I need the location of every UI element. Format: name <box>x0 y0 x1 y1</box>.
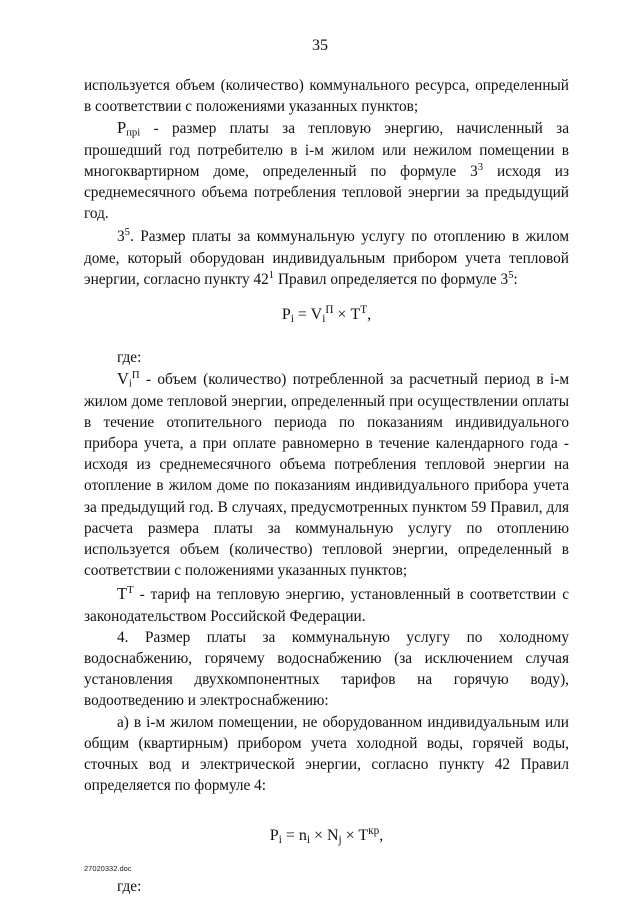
formula-ref-sup: 3 <box>477 160 484 173</box>
paragraph-t-def: $T^Т$ - тариф на тепловую энергию, установленный в соответствии с законодательством Российской Федерации. <box>84 584 569 625</box>
paragraph-4: 4. Размер платы за коммунальную услугу по холодному водоснабжению, горячему водоснабжению (за исключением случая установления двухкомпонентных тарифов на горячую воду), водоотведению и электроснабжению: <box>84 628 569 710</box>
document-body <box>84 75 569 897</box>
file-name-footer: 27020332.doc <box>84 864 132 873</box>
clause-number: 3 <box>117 228 125 246</box>
where-label: где: <box>117 349 142 367</box>
formula-4: $P_i = n_i \times N_j \times T^{кр}$, <box>269 824 384 846</box>
paragraph-v-def: $V_i^П$ - объем (количество) потребленной за расчетный период в i-м жилом доме тепловой энергии, определенный при осуществлении оплаты в течение отопительного периода по показаниям индивидуального прибора учета, а при оплате равномерно в течение календарного года - исходя из среднемесячного объема потребления тепловой энергии на отопление в жилом доме по показаниям индивидуального прибора учета за предыдущий год. В случаях, предусмотренных пунктом 59 Правил, для расчета размера платы за коммунальную услугу по отоплению используется объем (количество) тепловой энергии, определенный в соответствии с положениями указанных пунктов; <box>84 369 569 580</box>
where-label-2: где: <box>117 877 142 895</box>
symbol-t: T <box>117 584 128 604</box>
symbol-sub: прi <box>126 127 141 140</box>
symbol-v: V <box>117 369 129 389</box>
page-number: 35 <box>312 37 328 54</box>
paragraph-4a: а) в i-м жилом помещении, не оборудованном индивидуальным или общим (квартирным) прибором учета холодной воды, горячей воды, сточных вод и электрической энергии, согласно пункту 42 Правил определяется по формуле 4: <box>84 713 569 795</box>
paragraph-3-5: $3^5$. Размер платы за коммунальную услугу по отоплению в жилом доме, который оборудован индивидуальным прибором учета тепловой энергии, согласно пункту $42^1$ Правил определяется по формуле $3^5$: <box>84 226 569 288</box>
paragraph-continuation: используется объем (количество) коммунального ресурса, определенный в соответствии с положениями указанных пунктов; <box>84 77 569 116</box>
paragraph-p-pr: $P_{прi}$ - размер платы за тепловую энергию, начисленный за прошедший год потребителю в i-м жилом или нежилом помещении в многоквартирном доме, определенный по формуле $3^3$ исходя из среднемесячного объема потребления тепловой энергии за предыдущий год. <box>84 118 569 223</box>
formula-3-5: $P_i = V_i^П \times T^Т$, <box>281 303 372 325</box>
symbol-p: P <box>117 118 127 138</box>
